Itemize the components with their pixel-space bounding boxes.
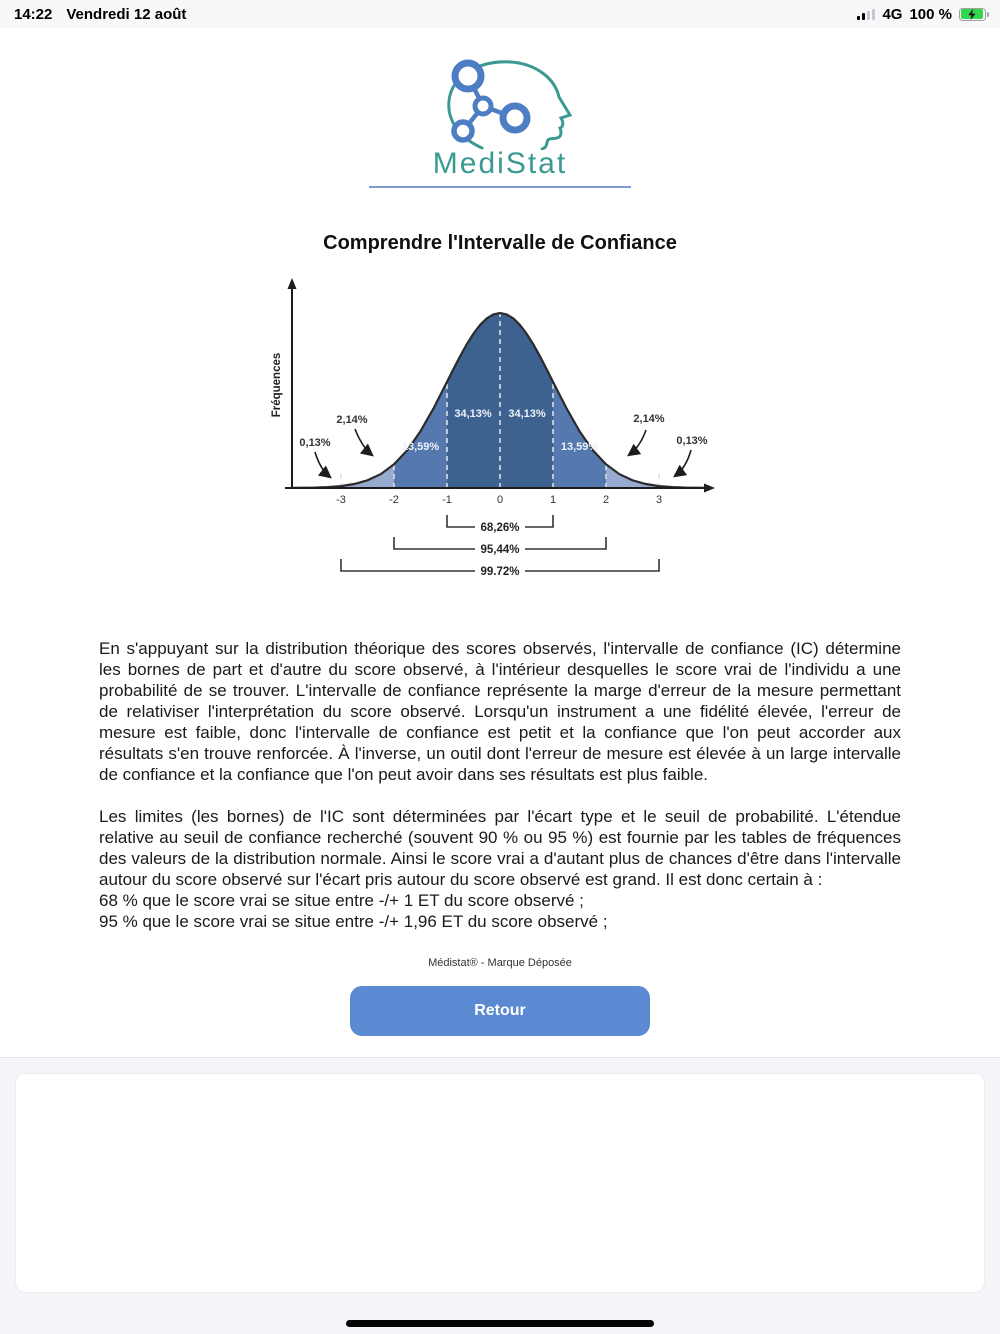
normal-distribution-chart [270,275,720,590]
svg-text:0: 0 [496,494,504,506]
brain-network-icon [420,58,580,150]
svg-text:-1: -1 [442,494,452,506]
svg-text:1: 1 [549,494,557,506]
retour-button[interactable]: Retour [350,986,650,1036]
paragraph-2: Les limites (les bornes) de l'IC sont déterminées par l'écart type et le seuil de probabilité. L'étendue relative au seuil de confiance recherché (souvent 90 % ou 95 %) est fournie par les tables de fréquences des valeurs de la distribution normale. Ainsi le score vrai a d'autant plus de chances d'être dans l'intervalle autour du score observé sur l'écart pris autour du score observé est grand. Il est donc certain à : [99,807,901,889]
x-axis-ticks [336,494,662,506]
bracket-label-68: 68,26% [480,522,520,534]
svg-text:-2: -2 [389,494,399,506]
status-date: Vendredi 12 août [66,5,187,23]
pct-label-34-left: 34,13% [454,408,492,420]
line-68-percent: 68 % que le score vrai se situe entre -/+ 1 ET du score observé ; [99,891,584,910]
cellular-signal-icon [857,9,875,20]
home-indicator[interactable] [346,1320,654,1327]
app-logo [0,58,1000,188]
pct-label-013-left: 0,13% [299,437,331,449]
main-content [0,28,1000,1036]
svg-text:3: 3 [655,494,663,506]
pct-label-13-left: 13,59% [401,441,440,453]
bottom-card [15,1073,985,1293]
bracket-label-99: 99.72% [480,566,520,578]
brand-name: MediStat [432,147,568,180]
pct-label-013-right: 0,13% [676,435,708,447]
pct-label-2-right: 2,14% [633,413,665,425]
trademark-note: Médistat® - Marque Déposée [428,957,572,969]
battery-charging-icon [959,8,986,21]
battery-percent: 100 % [909,5,952,23]
bottom-sheet [0,1057,1000,1334]
svg-text:-3: -3 [336,494,346,506]
line-95-percent: 95 % que le score vrai se situe entre -/+ 1,96 ET du score observé ; [99,912,608,931]
y-axis-label: Fréquences [271,352,283,418]
status-bar [0,0,1000,28]
brand-underline [369,186,631,188]
pct-label-13-right: 13,59% [560,441,599,453]
network-type: 4G [882,5,903,23]
svg-text:2: 2 [602,494,610,506]
status-time: 14:22 [14,5,53,23]
page-title: Comprendre l'Intervalle de Confiance [323,232,677,254]
paragraph-1: En s'appuyant sur la distribution théorique des scores observés, l'intervalle de confiance (IC) détermine les bornes de part et d'autre du score observé, à l'intérieur desquelles le score vrai de l'individu a une probabilité de se trouver. L'intervalle de confiance représente la marge d'erreur de la mesure permettant de relativiser l'interprétation du score observé. Lorsqu'un instrument a une fidélité élevée, l'erreur de mesure est faible, donc l'intervalle de confiance est petit et la confiance que l'on peut accorder aux résultats s'en trouve renforcée. À l'inverse, un outil dont l'erreur de mesure est élevée à un large intervalle de confiance et la confiance que l'on peut avoir dans ses résultats est plus faible. [99,639,901,784]
pct-label-2-left: 2,14% [336,414,368,426]
bracket-label-95: 95,44% [480,544,520,556]
pct-label-34-right: 34,13% [508,408,546,420]
article-body [99,638,901,932]
